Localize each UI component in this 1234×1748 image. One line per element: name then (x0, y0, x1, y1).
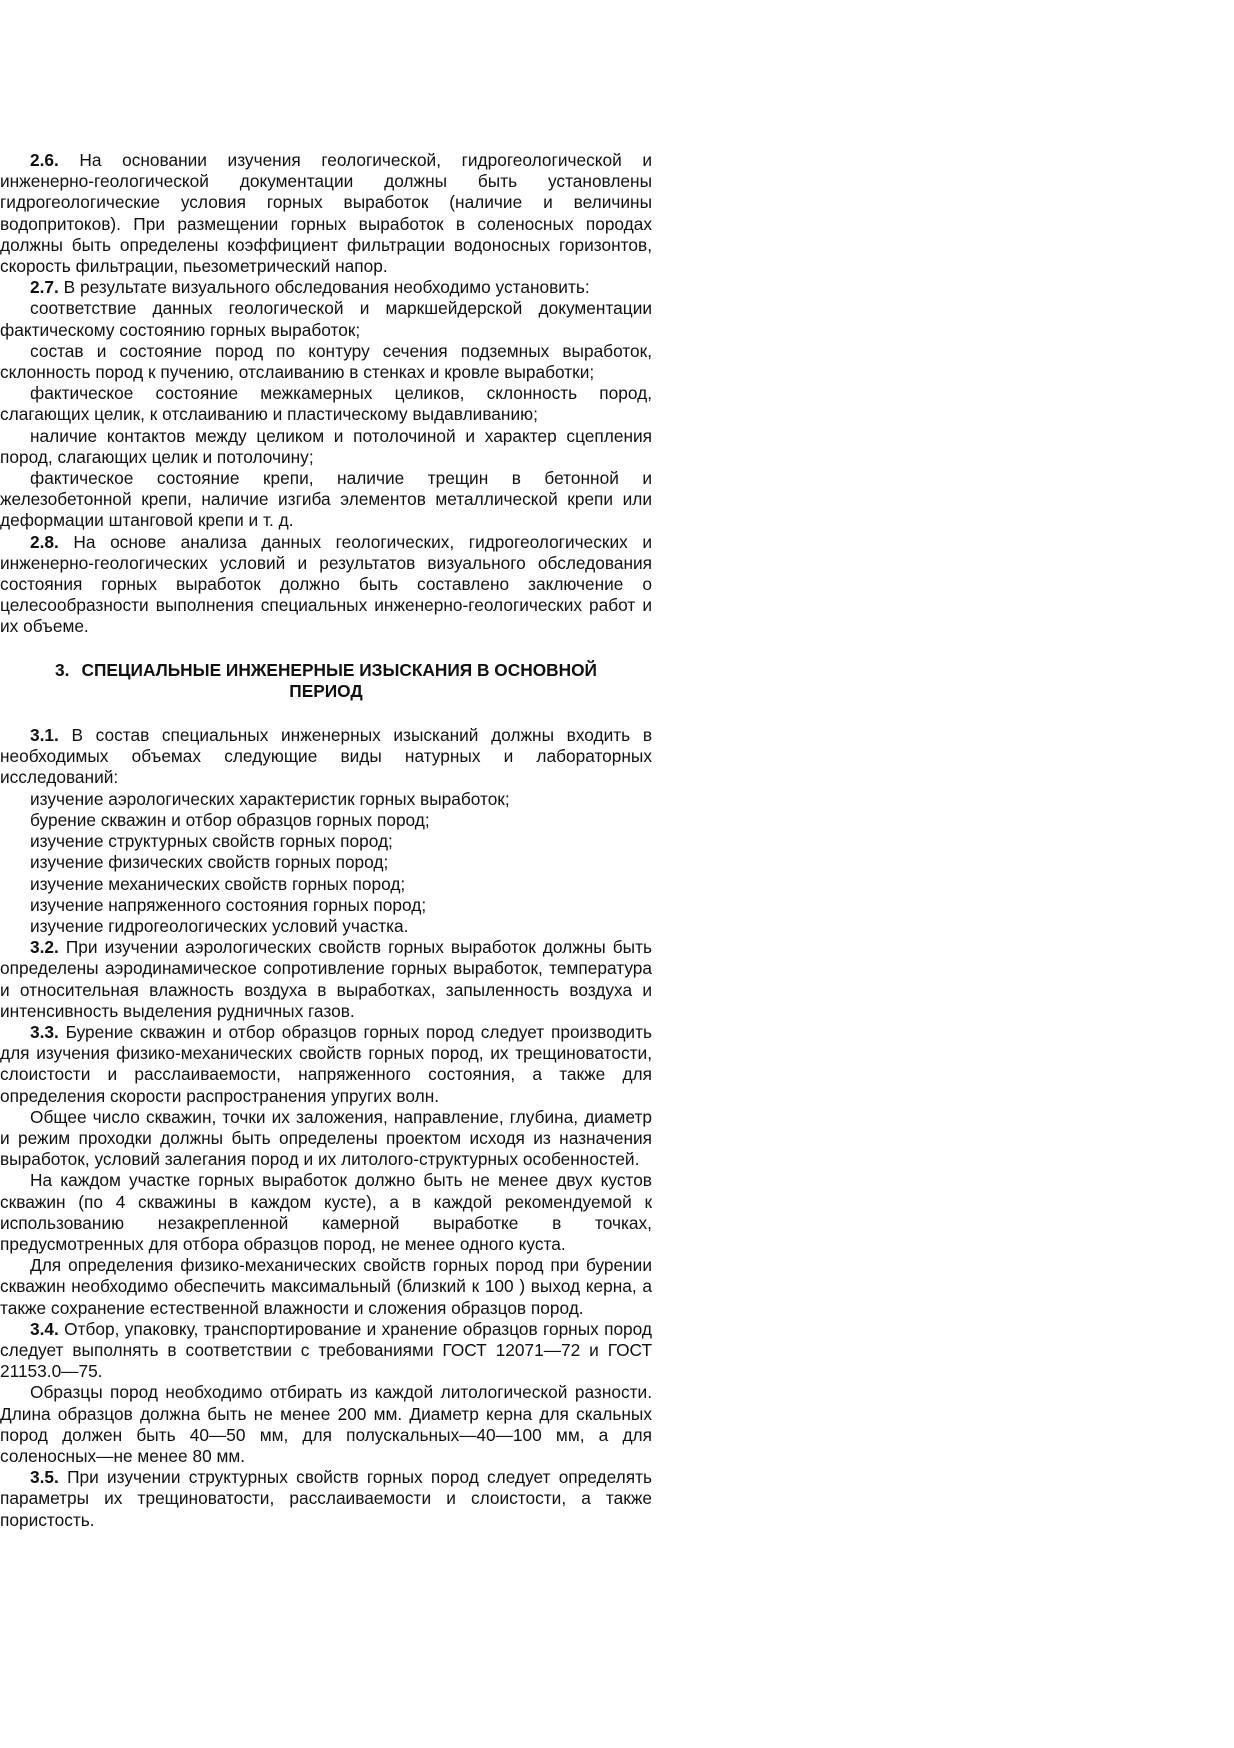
document-page (0, 150, 652, 1531)
list-item: наличие контактов между целиком и потолочиной и характер сцепления пород, слагающих целик и потолочину; (0, 425, 652, 467)
list-item: изучение напряженного состояния горных пород; (30, 894, 427, 915)
list-item: фактическое состояние крепи, наличие трещин в бетонной и железобетонной крепи, наличие изгиба элементов металлической крепи или деформации штанговой крепи и т. д. (0, 468, 652, 531)
list-item: бурение скважин и отбор образцов горных пород; (30, 809, 430, 830)
list-item: состав и состояние пород по контуру сечения подземных выработок, склонность пород к пучению, отслаиванию в стенках и кровле выработки; (0, 340, 652, 383)
paragraph-2-7 (0, 277, 652, 298)
list-item: фактическое состояние межкамерных целиков, склонность пород, слагающих целик, к отслаиванию и пластическому выдавливанию; (0, 383, 652, 425)
clause-number: 3.1. (30, 725, 59, 746)
paragraph-text: В результате визуального обследования необходимо установить: (63, 277, 590, 298)
section-heading-3 (0, 660, 652, 702)
clause-number: 3.3. (30, 1021, 59, 1042)
section-heading-line (0, 660, 652, 681)
paragraph-3-4 (0, 1319, 652, 1383)
paragraph-continuation: Для определения физико-механических свойств горных пород при бурении скважин необходимо обеспечить максимальный (близкий к 100 ) выход керна, а также сохранение естественной влажности и сложения образцов пород. (0, 1255, 652, 1318)
paragraph-3-3 (0, 1022, 652, 1107)
paragraph-continuation: Общее число скважин, точки их заложения, направление, глубина, диаметр и режим проходки должны быть определены проектом исходя из назначения выработок, условий залегания пород и их литолого-структурных особенностей. (0, 1106, 652, 1170)
paragraph-continuation: На каждом участке горных выработок должно быть не менее двух кустов скважин (по 4 скважины в каждом кусте), а в каждой рекомендуемой к использованию незакрепленной камерной выработке в точках, предусмотренных для отбора образцов пород, не менее одного куста. (0, 1170, 652, 1254)
paragraph-text: Бурение скважин и отбор образцов горных пород следует производить для изучения физико-механических свойств горных пород, их трещиноватости, слоистости и расслаиваемости, напряженного состояния, а также для определения скорости распространения упругих волн. (0, 1021, 653, 1106)
paragraph-2-6 (0, 150, 652, 277)
section-number: 3. (55, 659, 70, 680)
paragraph-text: В состав специальных инженерных изысканий должны входить в необходимых объемах следующие виды натурных и лабораторных исследований: (0, 725, 652, 788)
paragraph-3-1 (0, 725, 652, 789)
list-item: изучение структурных свойств горных пород; (30, 831, 393, 852)
list-item: изучение аэрологических характеристик горных выработок; (30, 788, 510, 809)
paragraph-continuation: Образцы пород необходимо отбирать из каждой литологической разности. Длина образцов должна быть не менее 200 мм. Диаметр керна для скальных пород должен быть 40—50 мм, для полускальных—40—100 мм, а для соленосных—не менее 80 мм. (0, 1382, 652, 1466)
clause-number: 2.6. (30, 150, 59, 170)
paragraph-2-8 (0, 532, 652, 638)
section-title-line2: ПЕРИОД (289, 680, 363, 701)
list-item: изучение гидрогеологических условий участка. (30, 915, 409, 936)
clause-number: 3.5. (30, 1467, 59, 1488)
clause-number: 3.2. (30, 937, 59, 958)
paragraph-3-5 (0, 1467, 652, 1531)
list-item: изучение механических свойств горных пород; (30, 873, 406, 894)
paragraph-text: При изучении аэрологических свойств горных выработок должны быть определены аэродинамическое сопротивление горных выработок, температура и относительная влажность воздуха в выработках, запыленность воздуха и интенсивность выделения рудничных газов. (0, 937, 653, 1021)
clause-number: 2.7. (30, 277, 59, 298)
paragraph-text: При изучении структурных свойств горных пород следует определять параметры их трещиноватости, расслаиваемости и слоистости, а также пористость. (0, 1467, 652, 1530)
clause-number: 2.8. (30, 531, 59, 552)
paragraph-3-2 (0, 937, 652, 1022)
paragraph-text: На основе анализа данных геологических, гидрогеологических и инженерно-геологических условий и результатов визуального обследования состояния горных выработок должно быть составлено заключение о целесообразности выполнения специальных инженерно-геологических работ и их объеме. (0, 531, 652, 637)
paragraph-text: На основании изучения геологической, гидрогеологической и инженерно-геологической документации должны быть установлены гидрогеологические условия горных выработок (наличие и величины водопритоков). При размещении горных выработок в соленосных породах должны быть определены коэффициент фильтрации водоносных горизонтов, скорость фильтрации, пьезометрический напор. (0, 150, 652, 277)
list-item: изучение физических свойств горных пород; (30, 852, 389, 873)
clause-number: 3.4. (30, 1318, 59, 1339)
section-title-line1: СПЕЦИАЛЬНЫЕ ИНЖЕНЕРНЫЕ ИЗЫСКАНИЯ В ОСНОВНОЙ (81, 659, 597, 680)
paragraph-text: Отбор, упаковку, транспортирование и хранение образцов горных пород следует выполнять в соответствии с требованиями ГОСТ 12071—72 и ГОСТ 21153.0—75. (0, 1318, 652, 1382)
list-item: соответствие данных геологической и маркшейдерской документации фактическому состоянию горных выработок; (0, 298, 652, 340)
